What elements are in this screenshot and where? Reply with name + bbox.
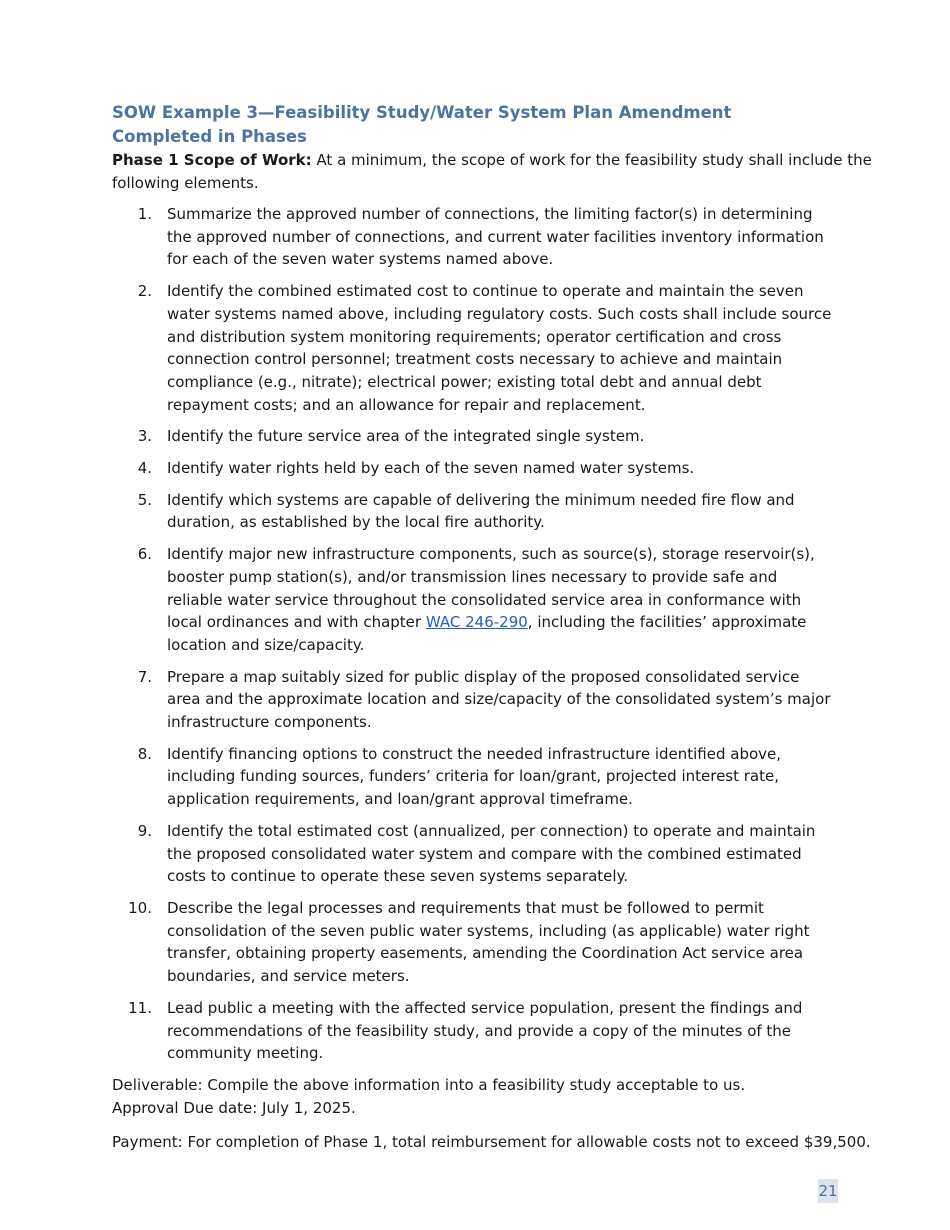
intro-label: Phase 1 Scope of Work: [112, 151, 312, 169]
scope-list [112, 203, 872, 1065]
wac-246-290-link[interactable]: WAC 246-290 [425, 613, 528, 632]
document-page [112, 101, 872, 1154]
list-item-text: Identify financing options to construct the needed infrastructure identified above, including funding sources, funders’ criteria for loan/grant, projected interest rate, application requirements, and loan/grant approval timeframe. [167, 744, 782, 809]
list-item-text-before: Identify major new infrastructure components, such as source(s), storage reservoir(s), booster pump station(s), and/or transmission lines necessary to provide safe and reliable water service throughout the consolidated service area in conformance with local ordinances and with chapter [167, 545, 815, 632]
intro-text: At a minimum, the scope of work for the feasibility study shall include the following elements. [112, 151, 872, 192]
due-date-text: Approval Due date: July 1, 2025. [112, 1098, 356, 1117]
deliverable-text: Deliverable: Compile the above information into a feasibility study acceptable to us. [112, 1075, 746, 1094]
list-item-number: 1. [137, 205, 152, 223]
list-item-number: 5. [137, 490, 152, 509]
list-item [112, 820, 837, 888]
list-item [112, 543, 837, 657]
page-number: 21 [818, 1179, 838, 1203]
list-item-text: Prepare a map suitably sized for public display of the proposed consolidated service area and the approximate location and size/capacity of the consolidated system’s major infrastructure components. [167, 667, 831, 732]
section-heading: SOW Example 3—Feasibility Study/Water System Plan Amendment Completed in Phases [112, 103, 732, 146]
list-item-text: Summarize the approved number of connections, the limiting factor(s) in determining the approved number of connections, and current water facilities inventory information for each of the seven water systems named above. [167, 205, 824, 269]
list-item [112, 489, 837, 534]
intro-paragraph [112, 149, 872, 195]
list-item [112, 897, 837, 988]
list-item-number: 9. [137, 821, 152, 840]
list-item [112, 457, 837, 480]
list-item-text: Identify the future service area of the integrated single system. [167, 427, 645, 446]
list-item-number: 10. [128, 898, 152, 917]
payment-text: Payment: For completion of Phase 1, total reimbursement for allowable costs not to exceed $39,500. [112, 1132, 871, 1151]
list-item-number: 3. [137, 427, 152, 446]
list-item-number: 6. [137, 545, 152, 564]
list-item-text: Identify which systems are capable of delivering the minimum needed fire flow and duration, as established by the local fire authority. [167, 490, 795, 532]
list-item-number: 2. [137, 282, 152, 301]
list-item [112, 997, 837, 1065]
list-item [112, 666, 837, 734]
list-item-number: 7. [137, 667, 152, 686]
list-item-text: Identify the combined estimated cost to continue to operate and maintain the seven water systems named above, including regulatory costs. Such costs shall include source and distribution system monitoring requirements; operator certification and cross connection control personnel; treatment costs necessary to achieve and maintain compliance (e.g., nitrate); electrical power; existing total debt and annual debt repayment costs; and an allowance for repair and replacement. [167, 282, 832, 414]
list-item [112, 743, 837, 811]
list-item-number: 4. [137, 459, 152, 478]
list-item [112, 203, 837, 271]
list-item-text-after: , including the facilities’ approximate location and size/capacity. [167, 613, 807, 654]
list-item-number: 8. [137, 744, 152, 763]
list-item [112, 280, 837, 416]
list-item [112, 425, 837, 448]
list-item-text: Lead public a meeting with the affected service population, present the findings and recommendations of the feasibility study, and provide a copy of the minutes of the community meeting. [167, 998, 803, 1063]
list-item-text: Identify water rights held by each of the seven named water systems. [167, 459, 695, 478]
list-item-number: 11. [128, 998, 152, 1017]
list-item-text: Identify the total estimated cost (annualized, per connection) to operate and maintain the proposed consolidated water system and compare with the combined estimated costs to continue to operate these seven systems separately. [167, 821, 816, 886]
list-item-text [167, 543, 837, 657]
list-item-text: Describe the legal processes and requirements that must be followed to permit consolidation of the seven public water systems, including (as applicable) water right transfer, obtaining property easements, amending the Coordination Act service area boundaries, and service meters. [167, 898, 810, 986]
